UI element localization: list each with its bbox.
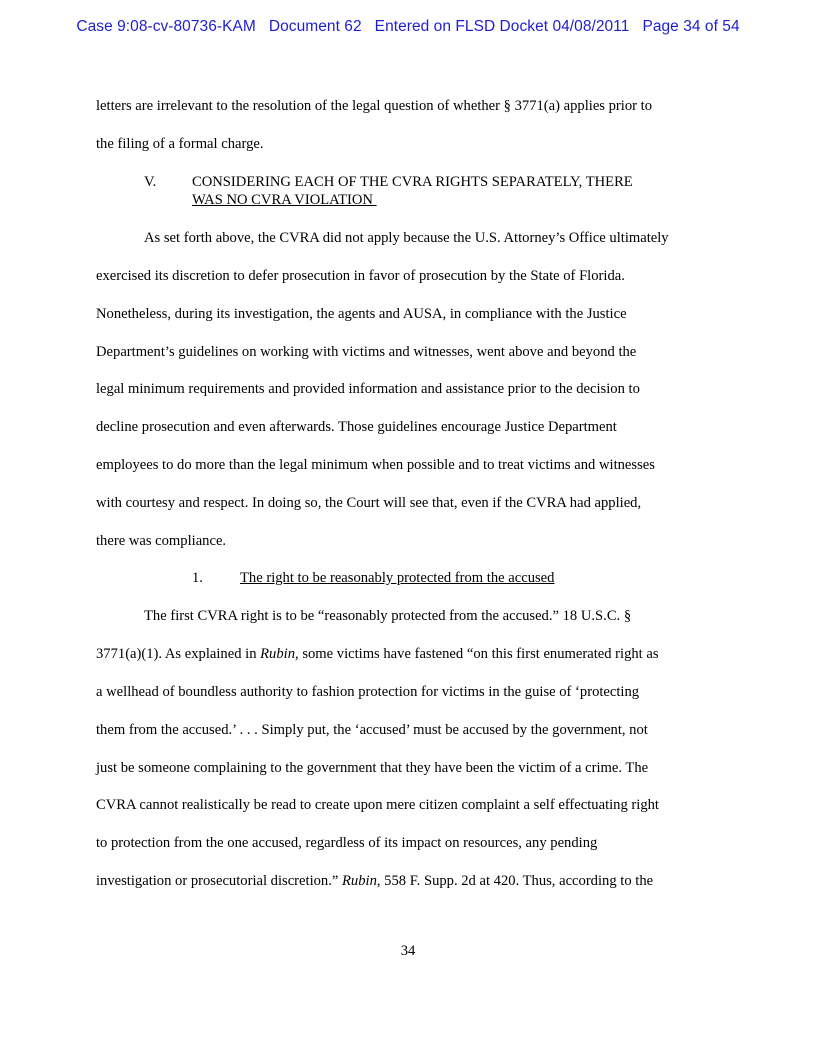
text-line: a wellhead of boundless authority to fashion protection for victims in the guise of ‘protecting xyxy=(96,684,640,700)
text-line: the filing of a formal charge. xyxy=(96,136,264,152)
text-line xyxy=(96,872,653,890)
text-line: letters are irrelevant to the resolution of the legal question of whether § 3771(a) applies prior to xyxy=(96,98,653,114)
text-line: exercised its discretion to defer prosecution in favor of prosecution by the State of Florida. xyxy=(96,268,625,284)
case-citation: Rubin xyxy=(260,646,296,662)
text-line: CVRA cannot realistically be read to create upon mere citizen complaint a self effectuating right xyxy=(96,797,659,813)
text-line: to protection from the one accused, regardless of its impact on resources, any pending xyxy=(96,835,598,851)
text-line xyxy=(96,645,659,663)
text-segment: 3771(a)(1). As explained in xyxy=(96,646,261,662)
text-line: just be someone complaining to the government that they have been the victim of a crime. The xyxy=(96,760,649,776)
text-line: there was compliance. xyxy=(96,533,227,549)
page-number: 34 xyxy=(400,943,416,959)
text-segment: investigation or prosecutorial discretion.” xyxy=(96,873,342,889)
section-heading-line: CONSIDERING EACH OF THE CVRA RIGHTS SEPARATELY, THERE xyxy=(192,174,633,190)
section-heading xyxy=(192,173,633,209)
text-line: them from the accused.’ . . . Simply put, the ‘accused’ must be accused by the government, not xyxy=(96,722,648,738)
text-line: The first CVRA right is to be “reasonably protected from the accused.” 18 U.S.C. § xyxy=(144,608,632,624)
text-line: employees to do more than the legal minimum when possible and to treat victims and witnesses xyxy=(96,457,655,473)
text-line: As set forth above, the CVRA did not apply because the U.S. Attorney’s Office ultimately xyxy=(144,230,669,246)
text-segment: , some victims have fastened “on this first enumerated right as xyxy=(295,646,659,662)
subsection-heading: The right to be reasonably protected from the accused xyxy=(240,570,555,586)
text-line: Nonetheless, during its investigation, the agents and AUSA, in compliance with the Justice xyxy=(96,306,627,322)
text-line: legal minimum requirements and provided information and assistance prior to the decision to xyxy=(96,381,640,397)
case-citation: Rubin xyxy=(342,873,377,889)
subsection-number: 1. xyxy=(192,570,203,586)
text-segment: , 558 F. Supp. 2d at 420. Thus, according to the xyxy=(376,873,654,889)
text-line: decline prosecution and even afterwards. Those guidelines encourage Justice Department xyxy=(96,419,617,435)
docket-header-stamp: Case 9:08-cv-80736-KAM Document 62 Entered on FLSD Docket 04/08/2011 Page 34 of 54 xyxy=(76,18,740,35)
section-heading-line: WAS NO CVRA VIOLATION xyxy=(192,192,377,208)
section-number: V. xyxy=(144,174,157,190)
text-line: Department’s guidelines on working with victims and witnesses, went above and beyond the xyxy=(96,344,637,360)
text-line: with courtesy and respect. In doing so, the Court will see that, even if the CVRA had applied, xyxy=(96,495,642,511)
